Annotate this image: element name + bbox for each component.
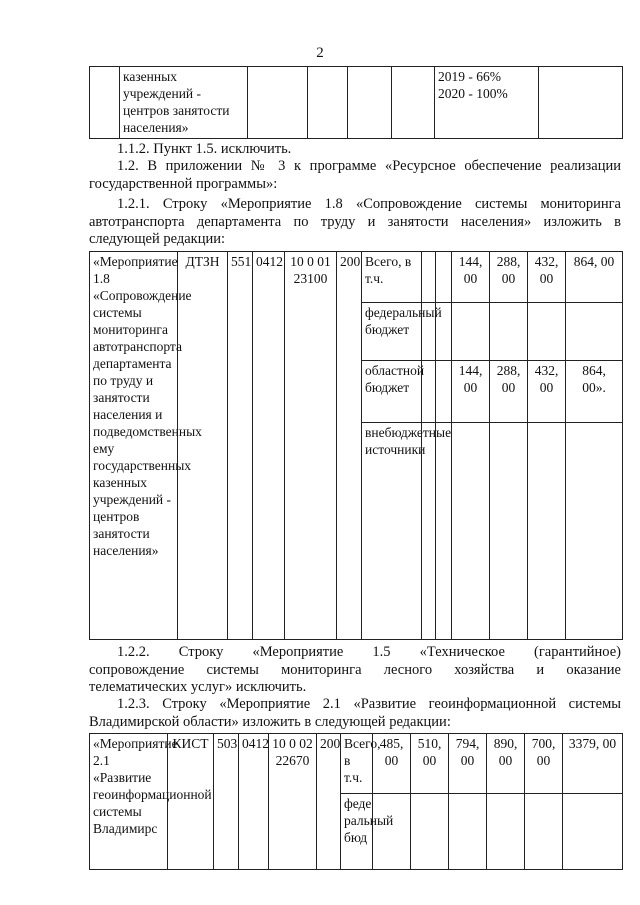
value-cell: 288, 00	[490, 361, 528, 423]
code-cell: 503	[214, 734, 239, 870]
value-cell: 144, 00	[452, 361, 490, 423]
code-cell: 0412	[253, 252, 285, 640]
value-2019: 2019 - 66%	[438, 69, 501, 84]
executor-cell: ДТЗН	[178, 252, 228, 640]
page-number: 2	[316, 45, 324, 61]
code-cell: 200	[337, 252, 362, 640]
paragraph-line: 1.2.2. Строку «Мероприятие 1.5 «Техническое (гарантийное)	[117, 644, 621, 660]
value-cell: 864, 00	[566, 252, 623, 303]
paragraph-1-2-2	[89, 644, 621, 697]
row-label: внебюджетные источники	[362, 423, 422, 640]
executor-cell: КИСТ	[168, 734, 214, 870]
code-cell: 200	[317, 734, 341, 870]
code-cell: 0412	[239, 734, 269, 870]
top-table-name-cell: казенных учреждений - центров занятости населения»	[120, 67, 248, 139]
paragraph-1-2: 1.2. В приложении № 3 к программе «Ресурсное обеспечение реализации государственной программы»:	[89, 158, 621, 192]
table-measure-1-8	[89, 251, 623, 640]
paragraph-line: сопровождение системы мониторинга лесного хозяйства и оказание	[89, 661, 621, 678]
value-cell: 288, 00	[490, 252, 528, 303]
row-label: Всего, в т.ч.	[362, 252, 422, 303]
value-cell: 432, 00	[528, 252, 566, 303]
paragraph-1-1-2: 1.1.2. Пункт 1.5. исключить.	[117, 141, 292, 157]
code-cell: 10 0 02 22670	[269, 734, 317, 870]
value-cell: 485, 00	[373, 734, 411, 794]
paragraph-1-2-1: 1.2.1. Строку «Мероприятие 1.8 «Сопровождение системы мониторинга автотранспорта департамента по труду и занятости населения» изложить в следующей редакции:	[89, 196, 621, 247]
row-label: феде ральный бюд	[341, 794, 373, 870]
value-cell: 890, 00	[487, 734, 525, 794]
value-2020: 2020 - 100%	[438, 86, 508, 101]
value-cell: 700, 00	[525, 734, 563, 794]
measure-name-cell: «Мероприятие 1.8 «Сопровождение системы мониторинга автотранспорта департамента по труду и занятости населения и подведомственных ему государственных казенных учреждений - центров занятости населения»	[90, 252, 178, 640]
value-cell: 3379, 00	[563, 734, 623, 794]
row-label: областной бюджет	[362, 361, 422, 423]
measure-name-cell: «Мероприятие 2.1 «Развитие геоинформационной системы Владимирс	[90, 734, 168, 870]
code-cell: 551	[228, 252, 253, 640]
code-cell: 10 0 01 23100	[285, 252, 337, 640]
row-label: Всего, в т.ч.	[341, 734, 373, 794]
table-measure-2-1	[89, 733, 623, 870]
paragraph-1-2-3: 1.2.3. Строку «Мероприятие 2.1 «Развитие геоинформационной системы Владимирской области» изложить в следующей редакции:	[89, 696, 621, 730]
value-cell: 510, 00	[411, 734, 449, 794]
value-cell: 794, 00	[449, 734, 487, 794]
top-table	[89, 66, 623, 139]
top-table-values-cell	[435, 67, 539, 139]
row-label: федеральный бюджет	[362, 303, 422, 361]
value-cell: 864, 00».	[566, 361, 623, 423]
paragraph-line: телематических услуг» исключить.	[89, 679, 307, 695]
value-cell: 432, 00	[528, 361, 566, 423]
value-cell: 144, 00	[452, 252, 490, 303]
